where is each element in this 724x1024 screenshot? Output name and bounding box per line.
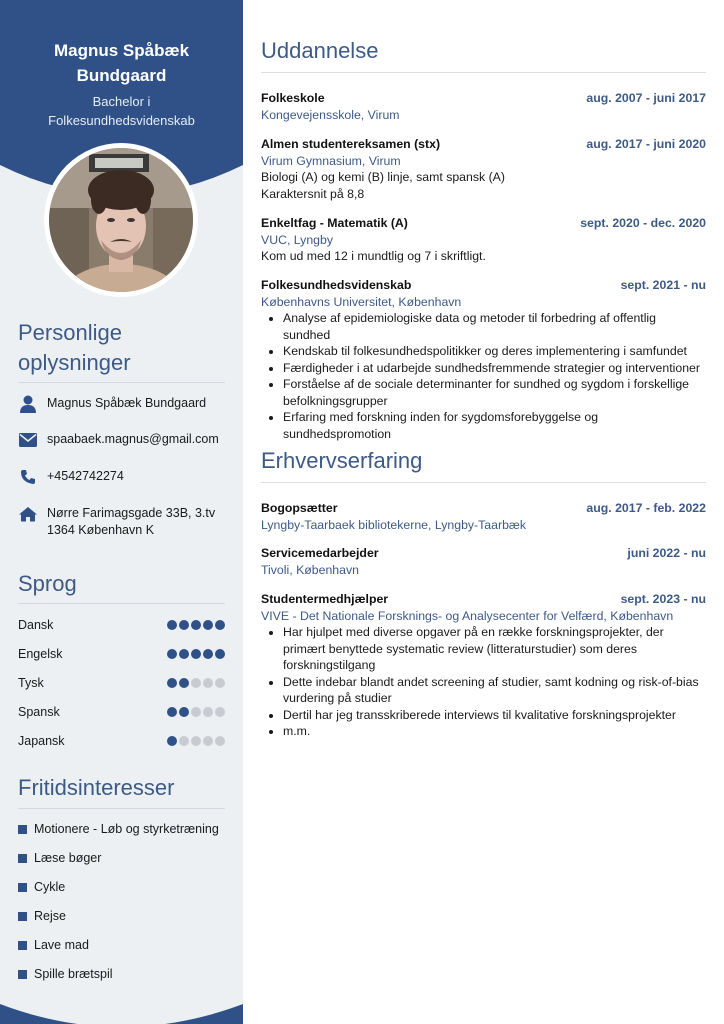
rating-dot-empty [203, 736, 213, 746]
user-icon [18, 395, 38, 413]
bullet-item: • Har hjulpet med diverse opgaver på en række forskningsprojekter, der primært benyttede systematic review (litteraturstudier) som deres forskningstilgang [283, 624, 706, 674]
entry-title: Bogopsætter [261, 501, 338, 515]
education-heading-text: Uddannelse [261, 38, 379, 63]
hobby-text: Motionere - Løb og styrketræning [34, 822, 219, 836]
language-level-rating [167, 707, 225, 717]
rating-dot-filled [167, 678, 177, 688]
entry-org: VIVE - Det Nationale Forsknings- og Analysecenter for Velfærd, København [261, 608, 674, 623]
entry-date: sept. 2021 - nu [620, 278, 706, 292]
square-bullet-icon [18, 883, 27, 892]
entry-org: Københavns Universitet, København [261, 294, 462, 309]
contact-email-text[interactable]: spaabaek.magnus@gmail.com [47, 432, 219, 446]
address-line-2: 1364 København K [47, 523, 155, 537]
rating-dot-filled [191, 649, 201, 659]
contact-name [18, 395, 228, 413]
bullet-item: • Analyse af epidemiologiske data og metoder til forbedring af offentlig sundhed [283, 310, 706, 343]
languages-heading [18, 569, 225, 604]
language-level-rating [167, 736, 225, 746]
sidebar [0, 0, 243, 1024]
hobbies-heading [18, 773, 225, 809]
home-icon [18, 505, 38, 523]
rating-dot-filled [167, 649, 177, 659]
footer-banner [0, 990, 243, 1024]
rating-dot-filled [203, 620, 213, 630]
square-bullet-icon [18, 912, 27, 921]
square-bullet-icon [18, 825, 27, 834]
entry-title: Almen studentereksamen (stx) [261, 137, 441, 151]
language-name: Japansk [18, 734, 65, 748]
education-entry [261, 277, 706, 442]
language-level-rating [167, 649, 225, 659]
rating-dot-filled [215, 620, 225, 630]
entry-date: sept. 2023 - nu [620, 592, 706, 606]
entry-bullets [261, 624, 706, 740]
experience-entry [261, 500, 706, 533]
entry-org: VUC, Lyngby [261, 232, 333, 247]
experience-heading [261, 446, 706, 483]
entry-date: aug. 2017 - juni 2020 [586, 137, 706, 151]
bullet-item: • m.m. [283, 723, 706, 740]
contact-address [18, 505, 228, 539]
square-bullet-icon [18, 854, 27, 863]
phone-icon [18, 468, 38, 486]
bullet-item: • Forståelse af de sociale determinanter for sundhed og sygdom i forskellige befolkningsgrupper [283, 376, 706, 409]
rating-dot-empty [179, 736, 189, 746]
profile-photo [49, 148, 193, 292]
address-line-1: Nørre Farimagsgade 33B, 3.tv [47, 506, 216, 520]
rating-dot-empty [191, 678, 201, 688]
hobby-item [18, 907, 66, 925]
hobby-item [18, 820, 219, 838]
experience-entry [261, 545, 706, 578]
personal-heading-line-2: oplysninger [18, 350, 131, 375]
hobby-text: Rejse [34, 909, 66, 923]
personal-heading [18, 318, 225, 383]
rating-dot-filled [191, 620, 201, 630]
envelope-icon [18, 431, 38, 449]
language-name: Dansk [18, 618, 54, 632]
language-row [18, 674, 225, 692]
bullet-item: • Dette indebar blandt andet screening af studier, samt kodning og risk-of-bias vurdering på studier [283, 674, 706, 707]
entry-org: Tivoli, København [261, 562, 359, 577]
bullet-item: • Dertil har jeg transskriberede interviews til kvalitative forskningsprojekter [283, 707, 706, 724]
hobby-text: Cykle [34, 880, 66, 894]
rating-dot-filled [167, 707, 177, 717]
bullet-item: • Færdigheder i at udarbejde sundhedsfremmende strategier og interventioner [283, 360, 706, 377]
rating-dot-empty [191, 707, 201, 717]
entry-title: Folkesundhedsvidenskab [261, 278, 412, 292]
rating-dot-empty [215, 678, 225, 688]
entry-title: Studentermedhjælper [261, 592, 389, 606]
contact-email[interactable] [18, 431, 228, 449]
languages-heading-text: Sprog [18, 571, 77, 596]
rating-dot-filled [167, 620, 177, 630]
language-row [18, 732, 225, 750]
language-level-rating [167, 678, 225, 688]
hobby-text: Læse bøger [34, 851, 102, 865]
hobbies-heading-text: Fritidsinteresser [18, 775, 175, 800]
rating-dot-filled [167, 736, 177, 746]
profile-photo-frame [44, 143, 198, 297]
experience-entry [261, 591, 706, 740]
rating-dot-filled [203, 649, 213, 659]
language-level-rating [167, 620, 225, 630]
hobby-item [18, 936, 89, 954]
hobby-text: Spille brætspil [34, 967, 113, 981]
language-row [18, 703, 225, 721]
education-entry [261, 136, 706, 202]
contact-phone-text[interactable]: +4542742274 [47, 469, 124, 483]
entry-date: aug. 2007 - juni 2017 [586, 91, 706, 105]
rating-dot-filled [179, 678, 189, 688]
rating-dot-empty [203, 707, 213, 717]
rating-dot-empty [203, 678, 213, 688]
name-line-2: Bundgaard [76, 66, 167, 85]
hobby-item [18, 965, 113, 983]
entry-org: Virum Gymnasium, Virum [261, 153, 401, 168]
rating-dot-empty [215, 736, 225, 746]
square-bullet-icon [18, 941, 27, 950]
language-name: Engelsk [18, 647, 63, 661]
hobby-item [18, 849, 101, 867]
square-bullet-icon [18, 970, 27, 979]
entry-text: Kom ud med 12 i mundtlig og 7 i skriftligt. [261, 249, 486, 263]
language-row [18, 645, 225, 663]
rating-dot-empty [215, 707, 225, 717]
entry-title: Servicemedarbejder [261, 546, 379, 560]
title-line-2: Folkesundhedsvidenskab [48, 113, 195, 128]
hobby-text: Lave mad [34, 938, 89, 952]
entry-org: Lyngby-Taarbaek bibliotekerne, Lyngby-Taarbæk [261, 517, 526, 532]
candidate-title [0, 92, 243, 130]
language-row [18, 616, 225, 634]
hobby-item [18, 878, 65, 896]
rating-dot-filled [179, 649, 189, 659]
name-line-1: Magnus Spåbæk [53, 41, 190, 60]
education-heading [261, 36, 706, 73]
rating-dot-filled [179, 620, 189, 630]
entry-date: aug. 2017 - feb. 2022 [586, 501, 706, 515]
bullet-item: • Erfaring med forskning inden for sygdomsforebyggelse og sundhedspromotion [283, 409, 706, 442]
entry-title: Folkeskole [261, 91, 325, 105]
entry-text: Karaktersnit på 8,8 [261, 186, 365, 201]
contact-address-text [47, 505, 215, 539]
entry-date: sept. 2020 - dec. 2020 [580, 216, 706, 230]
language-name: Tysk [18, 676, 44, 690]
education-entry [261, 90, 706, 123]
contact-phone[interactable] [18, 468, 228, 486]
education-entry [261, 215, 706, 265]
rating-dot-filled [179, 707, 189, 717]
candidate-name [0, 38, 243, 88]
title-line-1: Bachelor i [92, 94, 151, 109]
entry-bullets [261, 310, 706, 442]
rating-dot-filled [215, 649, 225, 659]
bullet-item: • Kendskab til folkesundhedspolitikker og deres implementering i samfundet [283, 343, 706, 360]
contact-name-text: Magnus Spåbæk Bundgaard [47, 396, 207, 410]
entry-text: Biologi (A) og kemi (B) linje, samt spansk (A) [261, 170, 505, 184]
rating-dot-empty [191, 736, 201, 746]
experience-heading-text: Erhvervserfaring [261, 448, 423, 473]
entry-org: Kongevejensskole, Virum [261, 107, 400, 122]
language-name: Spansk [18, 705, 60, 719]
personal-heading-line-1: Personlige [18, 320, 122, 345]
entry-date: juni 2022 - nu [627, 546, 706, 560]
entry-title: Enkeltfag - Matematik (A) [261, 216, 408, 230]
